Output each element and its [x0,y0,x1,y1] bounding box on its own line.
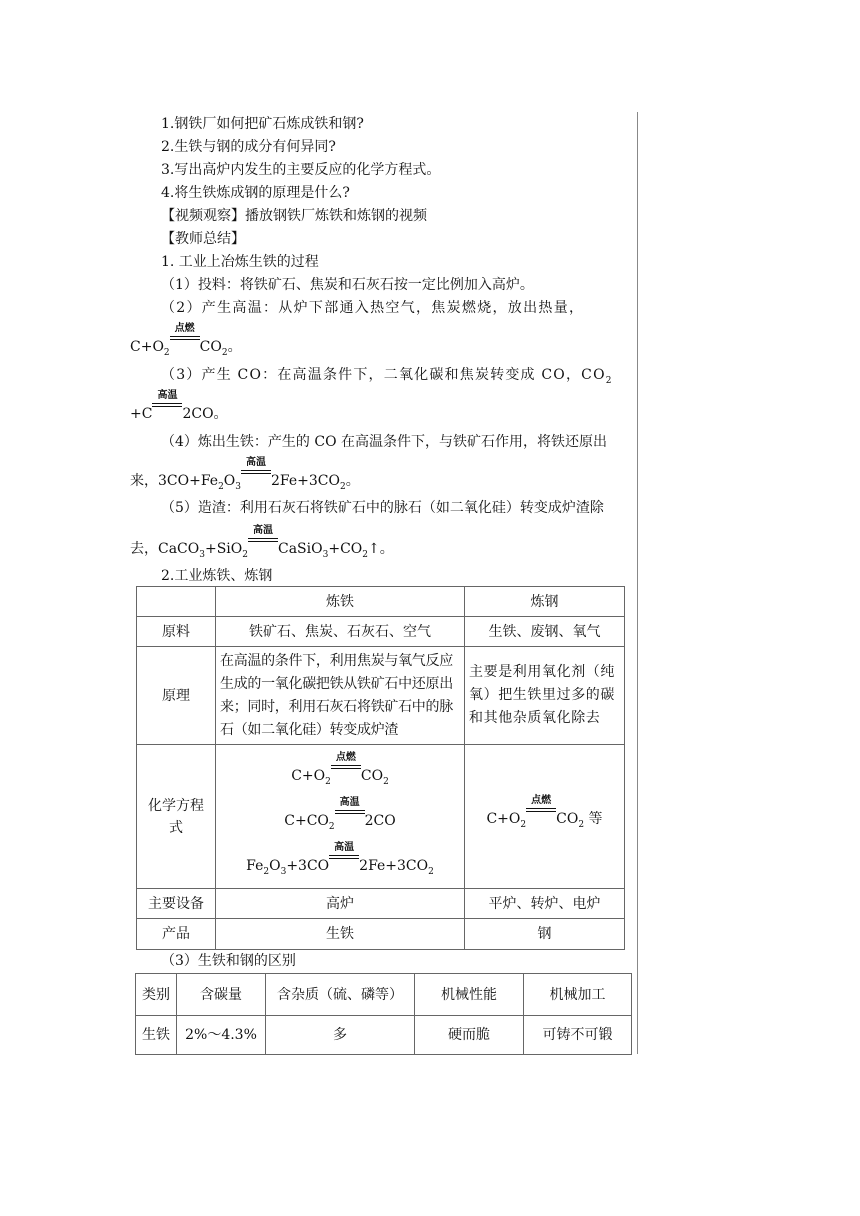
step-4: （4）炼出生铁：产生的 CO 在高温条件下，与铁矿石作用，将铁还原出 [161,434,607,450]
table-row [136,1016,632,1055]
iron-equations [216,745,465,889]
header-category: 类别 [136,974,177,1016]
cell-mechanical-property: 硬而脆 [415,1016,524,1055]
steel-equation: $C+O_2$ 点燃 $CO_2$ 等 [465,745,625,889]
equipment-steel: 平炉、转炉、电炉 [465,889,625,919]
cell-category: 生铁 [136,1016,177,1055]
section-2-title: 2.工业炼铁、炼钢 [161,568,273,584]
equipment-iron: 高炉 [216,889,465,919]
pig-iron-steel-difference-table [135,973,632,1055]
header-steelmaking: 炼钢 [465,587,625,617]
step-1: （1）投料：将铁矿石、焦炭和石灰石按一定比例加入高炉。 [161,277,534,293]
step-3: （3）产生 CO：在高温条件下，二氧化碳和焦炭转变成 CO，$CO_2$ [161,367,613,386]
question-1: 1.钢铁厂如何把矿石炼成铁和钢? [161,116,364,132]
step-4-equation: 来，$3CO+Fe_2O_3$ 高温 $2Fe+3CO_2$。 [130,457,360,492]
video-note: 【视频观察】播放钢铁厂炼铁和炼钢的视频 [161,208,427,224]
step-3-equation: +C 高温 2CO。 [130,390,228,422]
page-margin-rule [637,112,638,1054]
step-2-equation: $C+O_2$ 点燃 $CO_2$。 [130,323,242,358]
header-mechanical-property: 机械性能 [415,974,524,1016]
principle-steel: 主要是利用氧化剂（纯氧）把生铁里过多的碳和其他杂质氧化除去 [465,647,625,745]
table-row [137,647,625,745]
iron-equation-3: $Fe_2O_3+3CO$ 高温 $2Fe+3CO_2$ [246,842,434,877]
product-label: 产品 [137,919,216,950]
table-row [137,889,625,919]
header-machining: 机械加工 [524,974,632,1016]
header-ironmaking: 炼铁 [216,587,465,617]
section-1-title: 1. 工业上冶炼生铁的过程 [161,254,319,270]
header-empty [137,587,216,617]
header-impurities: 含杂质（硫、磷等） [266,974,415,1016]
raw-material-steel: 生铁、废钢、氧气 [465,617,625,647]
cell-machining: 可铸不可锻 [524,1016,632,1055]
table-header-row [137,587,625,617]
product-steel: 钢 [465,919,625,950]
question-4: 4.将生铁炼成钢的原理是什么? [161,185,350,201]
teacher-summary-heading: 【教师总结】 [161,231,245,247]
raw-material-iron: 铁矿石、焦炭、石灰石、空气 [216,617,465,647]
cell-carbon-content: 2%～4.3% [177,1016,266,1055]
table-row [137,745,625,889]
table-row [137,617,625,647]
table-header-row [136,974,632,1016]
iron-equation-1: $C+O_2$ 点燃 $CO_2$ [291,752,389,787]
principle-label: 原理 [137,647,216,745]
product-iron: 生铁 [216,919,465,950]
equipment-label: 主要设备 [137,889,216,919]
iron-steel-table [136,586,625,950]
iron-equation-2: $C+CO_2$ 高温 2CO [284,797,396,832]
table-row [137,919,625,950]
cell-impurities: 多 [266,1016,415,1055]
raw-material-label: 原料 [137,617,216,647]
step-5: （5）造渣：利用石灰石将铁矿石中的脉石（如二氧化硅）转变成炉渣除 [161,500,604,516]
principle-iron: 在高温的条件下，利用焦炭与氧气反应生成的一氧化碳把铁从铁矿石中还原出来；同时，利用石灰石将铁矿石中的脉石（如二氧化硅）转变成炉渣 [216,647,465,745]
step-2: （2）产生高温：从炉下部通入热空气，焦炭燃烧，放出热量， [161,300,585,316]
step-5-equation: 去，CaCO$_3$+SiO$_2$ 高温 $CaSiO_3+CO_2↑$。 [130,525,394,560]
equation-label: 化学方程式 [137,745,216,889]
question-2: 2.生铁与钢的成分有何异同? [161,139,336,155]
header-carbon-content: 含碳量 [177,974,266,1016]
question-3: 3.写出高炉内发生的主要反应的化学方程式。 [161,162,441,178]
section-3-title: （3）生铁和钢的区别 [161,953,296,969]
